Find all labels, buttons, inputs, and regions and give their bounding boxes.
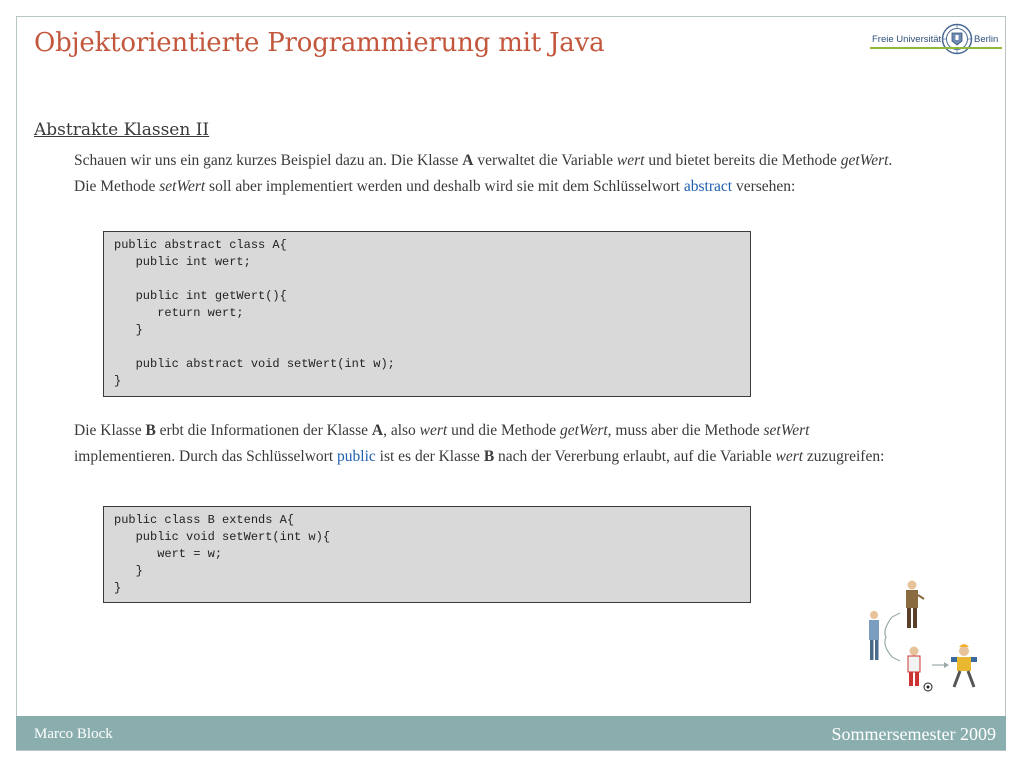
code-block-class-a	[103, 231, 751, 397]
class-name: A	[371, 422, 384, 439]
text: . Die Methode	[74, 152, 893, 195]
variable-name: wert	[775, 448, 804, 465]
footer-term: Sommersemester 2009	[831, 724, 996, 744]
text: soll aber implementiert werden und deshalb wird sie mit dem Schlüsselwort	[205, 178, 684, 195]
fu-berlin-seal-icon	[941, 23, 973, 55]
paragraph-inheritance	[74, 418, 914, 470]
footer-bar	[16, 716, 1006, 750]
text: nach der Vererbung erlaubt, auf die Variable	[494, 448, 776, 465]
text: ist es der Klasse	[375, 448, 484, 465]
text: zuzugreifen:	[803, 448, 885, 465]
method-name: setWert	[159, 178, 206, 195]
class-name: A	[462, 152, 474, 169]
text: implementieren. Durch das Schlüsselwort	[74, 448, 338, 465]
logo-text-left: Freie Universität	[872, 34, 942, 45]
class-name: B	[483, 448, 495, 465]
section-title: Abstrakte Klassen II	[34, 120, 210, 140]
class-name: B	[145, 422, 156, 439]
code-text: public abstract class A{ public int wert; public int getWert(){ return wert; } public abstract void setWert(int w); }	[114, 238, 395, 388]
logo-text-right: Berlin	[974, 34, 999, 45]
method-name: getWert	[840, 152, 889, 169]
footer-author: Marco Block	[34, 726, 113, 742]
text: erbt die Informationen der Klasse	[155, 422, 372, 439]
method-name: setWert	[763, 422, 810, 439]
paragraph-intro	[74, 148, 914, 200]
text: und bietet bereits die Methode	[644, 152, 841, 169]
text: verwaltet die Variable	[473, 152, 617, 169]
code-text: public class B extends A{ public void setWert(int w){ wert = w; } }	[114, 513, 331, 595]
page-title: Objektorientierte Programmierung mit Java	[34, 28, 605, 58]
variable-name: wert	[419, 422, 448, 439]
variable-name: wert	[616, 152, 645, 169]
text: Die Klasse	[74, 422, 146, 439]
keyword: public	[337, 448, 376, 465]
text: Schauen wir uns ein ganz kurzes Beispiel dazu an. Die Klasse	[74, 152, 463, 169]
text: versehen:	[732, 178, 796, 195]
keyword: abstract	[683, 178, 733, 195]
text: und die Methode	[447, 422, 561, 439]
method-name: getWert	[560, 422, 608, 439]
inheritance-figures-icon	[860, 575, 990, 695]
university-logo	[870, 20, 1002, 60]
text: , muss aber die Methode	[607, 422, 764, 439]
code-block-class-b	[103, 506, 751, 603]
text: , also	[383, 422, 420, 439]
logo-underline	[870, 47, 1002, 49]
